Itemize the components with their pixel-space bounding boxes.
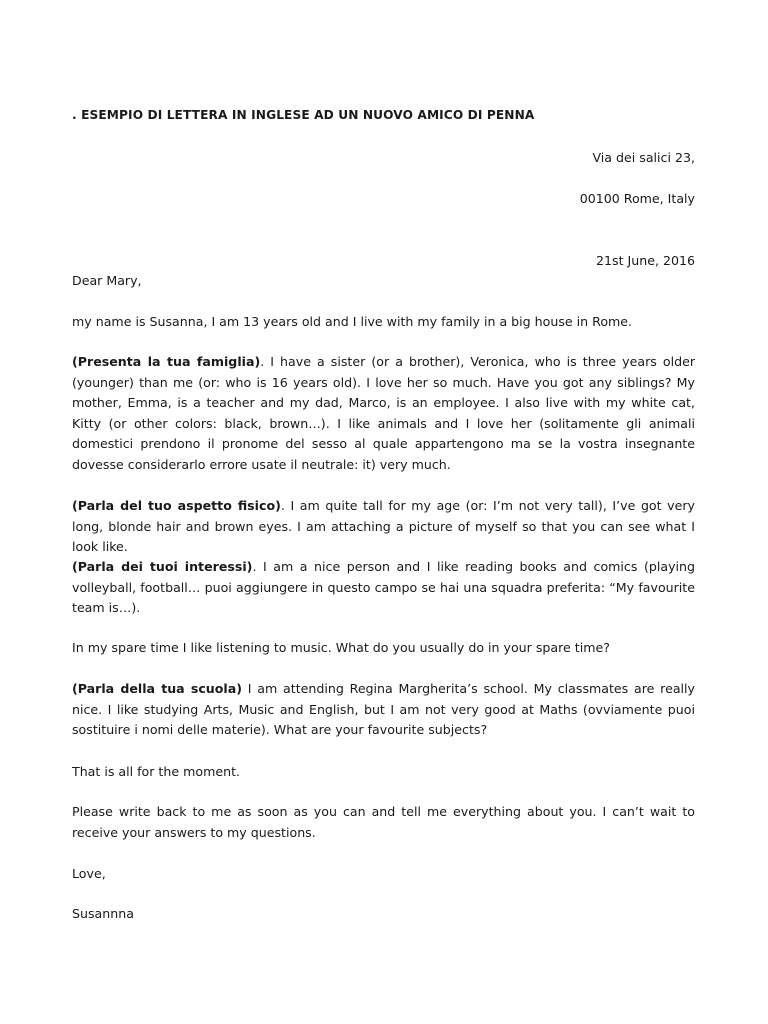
interests-text: . I am a nice person and I like reading books and comics (playing volleyball, football… puoi aggiungere in questo campo se hai una squadra preferita: “My favourite team is…). [72,559,695,616]
letter-date: 21st June, 2016 [595,253,695,268]
school-text: I am attending Regina Margherita’s school. My classmates are really nice. I like studying Arts, Music and English, but I am not very good at Maths (ovviamente puoi sostituire i nomi delle materie). What are your favourite subjects? [72,681,695,738]
interests-paragraph [72,557,695,619]
appearance-lead: (Parla del tuo aspetto fisico) [72,498,281,513]
document-title: . ESEMPIO DI LETTERA IN INGLESE AD UN NUOVO AMICO DI PENNA [72,108,535,122]
write-back-paragraph: Please write back to me as soon as you can and tell me everything about you. I can’t wait to receive your answers to my questions. [72,804,695,840]
school-lead: (Parla della tua scuola) [72,681,242,696]
school-paragraph [72,679,695,741]
interests-lead: (Parla dei tuoi interessi) [72,559,253,574]
sender-address-city: 00100 Rome, Italy [579,191,695,206]
appearance-text: . I am quite tall for my age (or: I’m not very tall), I’ve got very long, blonde hair and brown eyes. I am attaching a picture of myself so that you can see what I look like. [72,498,696,555]
family-lead: (Presenta la tua famiglia) [72,354,261,369]
spare-time-paragraph: In my spare time I like listening to music. What do you usually do in your spare time? [72,640,610,655]
family-paragraph [72,352,695,476]
signature: Susannna [72,906,134,921]
moment-paragraph: That is all for the moment. [72,764,241,779]
family-text: . I have a sister (or a brother), Veronica, who is three years older (younger) than me (or: who is 16 years old). I love her so much. Have you got any siblings? My mother, Emma, is a teacher and my dad, Marco, is an employee. I also live with my white cat, Kitty (or other colors: black, brown…). I like animals and I love her (solitamente gli animali domestici prendono il pronome del sesso al quale appartengono ma se la vostra insegnante dovesse considerarlo errore usate il neutrale: it) very much. [72,354,695,472]
greeting: Dear Mary, [72,273,142,288]
intro-paragraph: my name is Susanna, I am 13 years old and I live with my family in a big house in Rome. [72,314,633,329]
appearance-paragraph [72,496,695,558]
sender-address-street: Via dei salici 23, [592,150,695,165]
closing: Love, [72,866,106,881]
